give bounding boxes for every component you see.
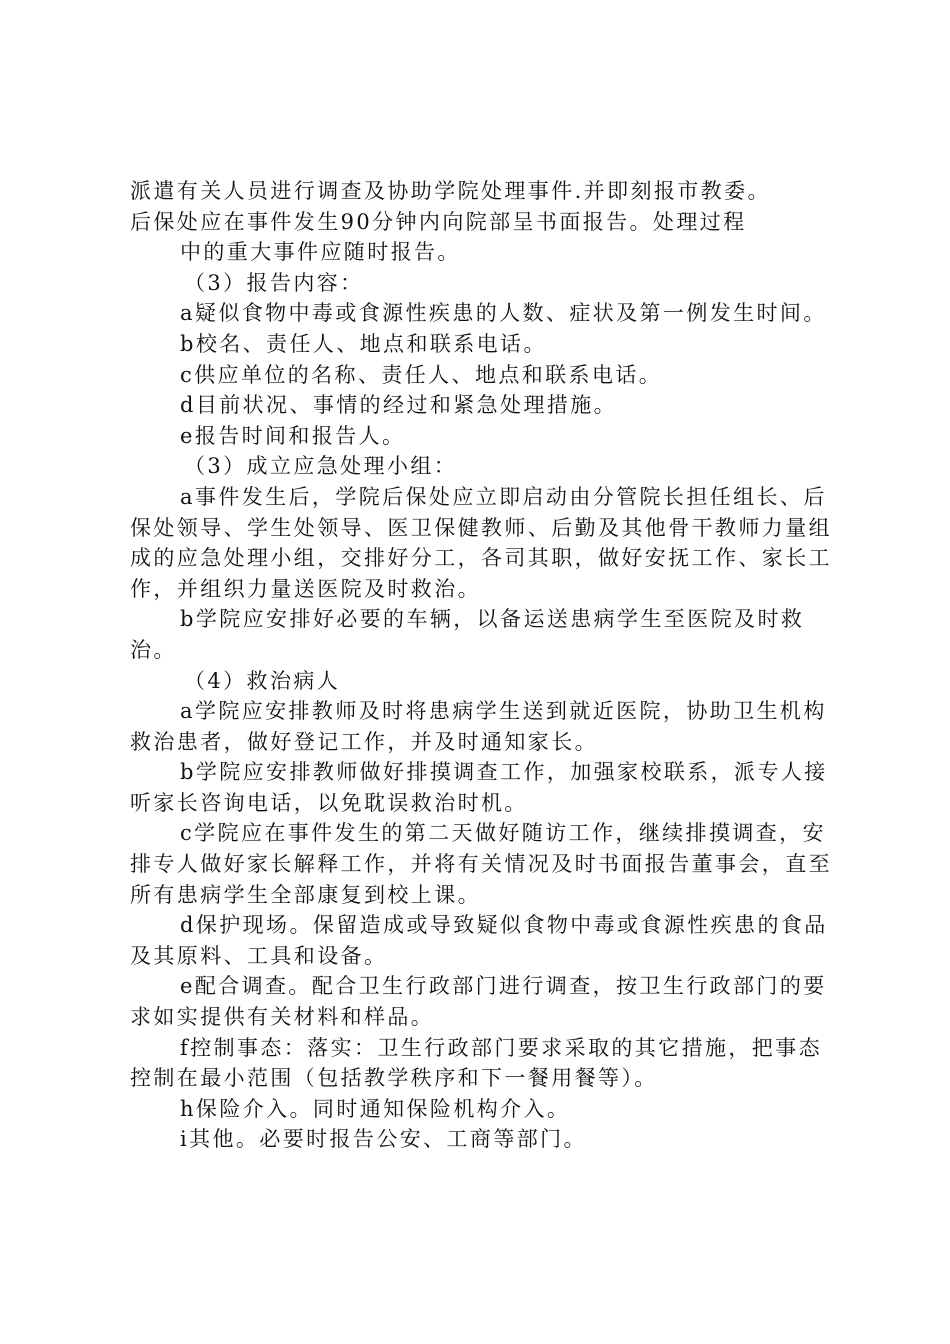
paragraph-treat-e: e配合调查。配合卫生行政部门进行调查，按卫生行政部门的要求如实提供有关材料和样品。	[130, 974, 827, 1030]
paragraph-item-e: e报告时间和报告人。	[180, 423, 406, 448]
paragraph-treat-c: c学院应在事件发生的第二天做好随访工作，继续排摸调查，安排专人做好家长解释工作，并将有关情况及时书面报告董事会，直至所有患病学生全部康复到校上课。	[130, 821, 832, 907]
paragraph-3: 中的重大事件应随时报告。	[180, 240, 461, 265]
paragraph-treat-b: b学院应安排教师做好排摸调查工作，加强家校联系，派专人接听家长咨询电话，以免耽误救治时机。	[130, 760, 828, 815]
paragraph-team-a: a事件发生后，学院后保处应立即启动由分管院长担任组长、后保处领导、学生处领导、医卫保健教师、后勤及其他骨干教师力量组成的应急处理小组，交排好分工，各司其职，做好安抚工作、家长工作，并组织力量送医院及时救治。	[130, 484, 832, 601]
paragraph-treat-i: i其他。必要时报告公安、工商等部门。	[180, 1127, 587, 1152]
paragraph-team-b: b学院应安排好必要的车辆，以备运送患病学生至医院及时救治。	[130, 607, 805, 662]
paragraph-item-b: b校名、责任人、地点和联系电话。	[180, 331, 547, 356]
section-heading-emergency-team: （3）成立应急处理小组：	[184, 454, 458, 479]
paragraph-treat-f: f控制事态：落实：卫生行政部门要求采取的其它措施，把事态控制在最小范围（包括教学秩序和下一餐用餐等）。	[130, 1035, 822, 1091]
paragraph-treat-h: h保险介入。同时通知保险机构介入。	[180, 1096, 571, 1121]
paragraph-treat-d: d保护现场。保留造成或导致疑似食物中毒或食源性疾患的食品及其原料、工具和设备。	[130, 913, 828, 968]
paragraph-item-d: d目前状况、事情的经过和紧急处理措施。	[180, 393, 618, 418]
section-heading-treatment: （4）救治病人	[184, 668, 341, 693]
document-body	[130, 176, 835, 1155]
paragraph-2: 后保处应在事件发生90分钟内向院部呈书面报告。处理过程	[130, 209, 747, 234]
section-heading-report-content: （3）报告内容：	[184, 270, 364, 295]
paragraph-1: 派遣有关人员进行调查及协助学院处理事件.并即刻报市教委。	[130, 179, 771, 203]
paragraph-treat-a: a学院应安排教师及时将患病学生送到就近医院，协助卫生机构救治患者，做好登记工作，并及时通知家长。	[130, 699, 827, 754]
paragraph-item-c: c供应单位的名称、责任人、地点和联系电话。	[180, 362, 663, 387]
paragraph-item-a: a疑似食物中毒或食源性疾患的人数、症状及第一例发生时间。	[180, 301, 827, 326]
